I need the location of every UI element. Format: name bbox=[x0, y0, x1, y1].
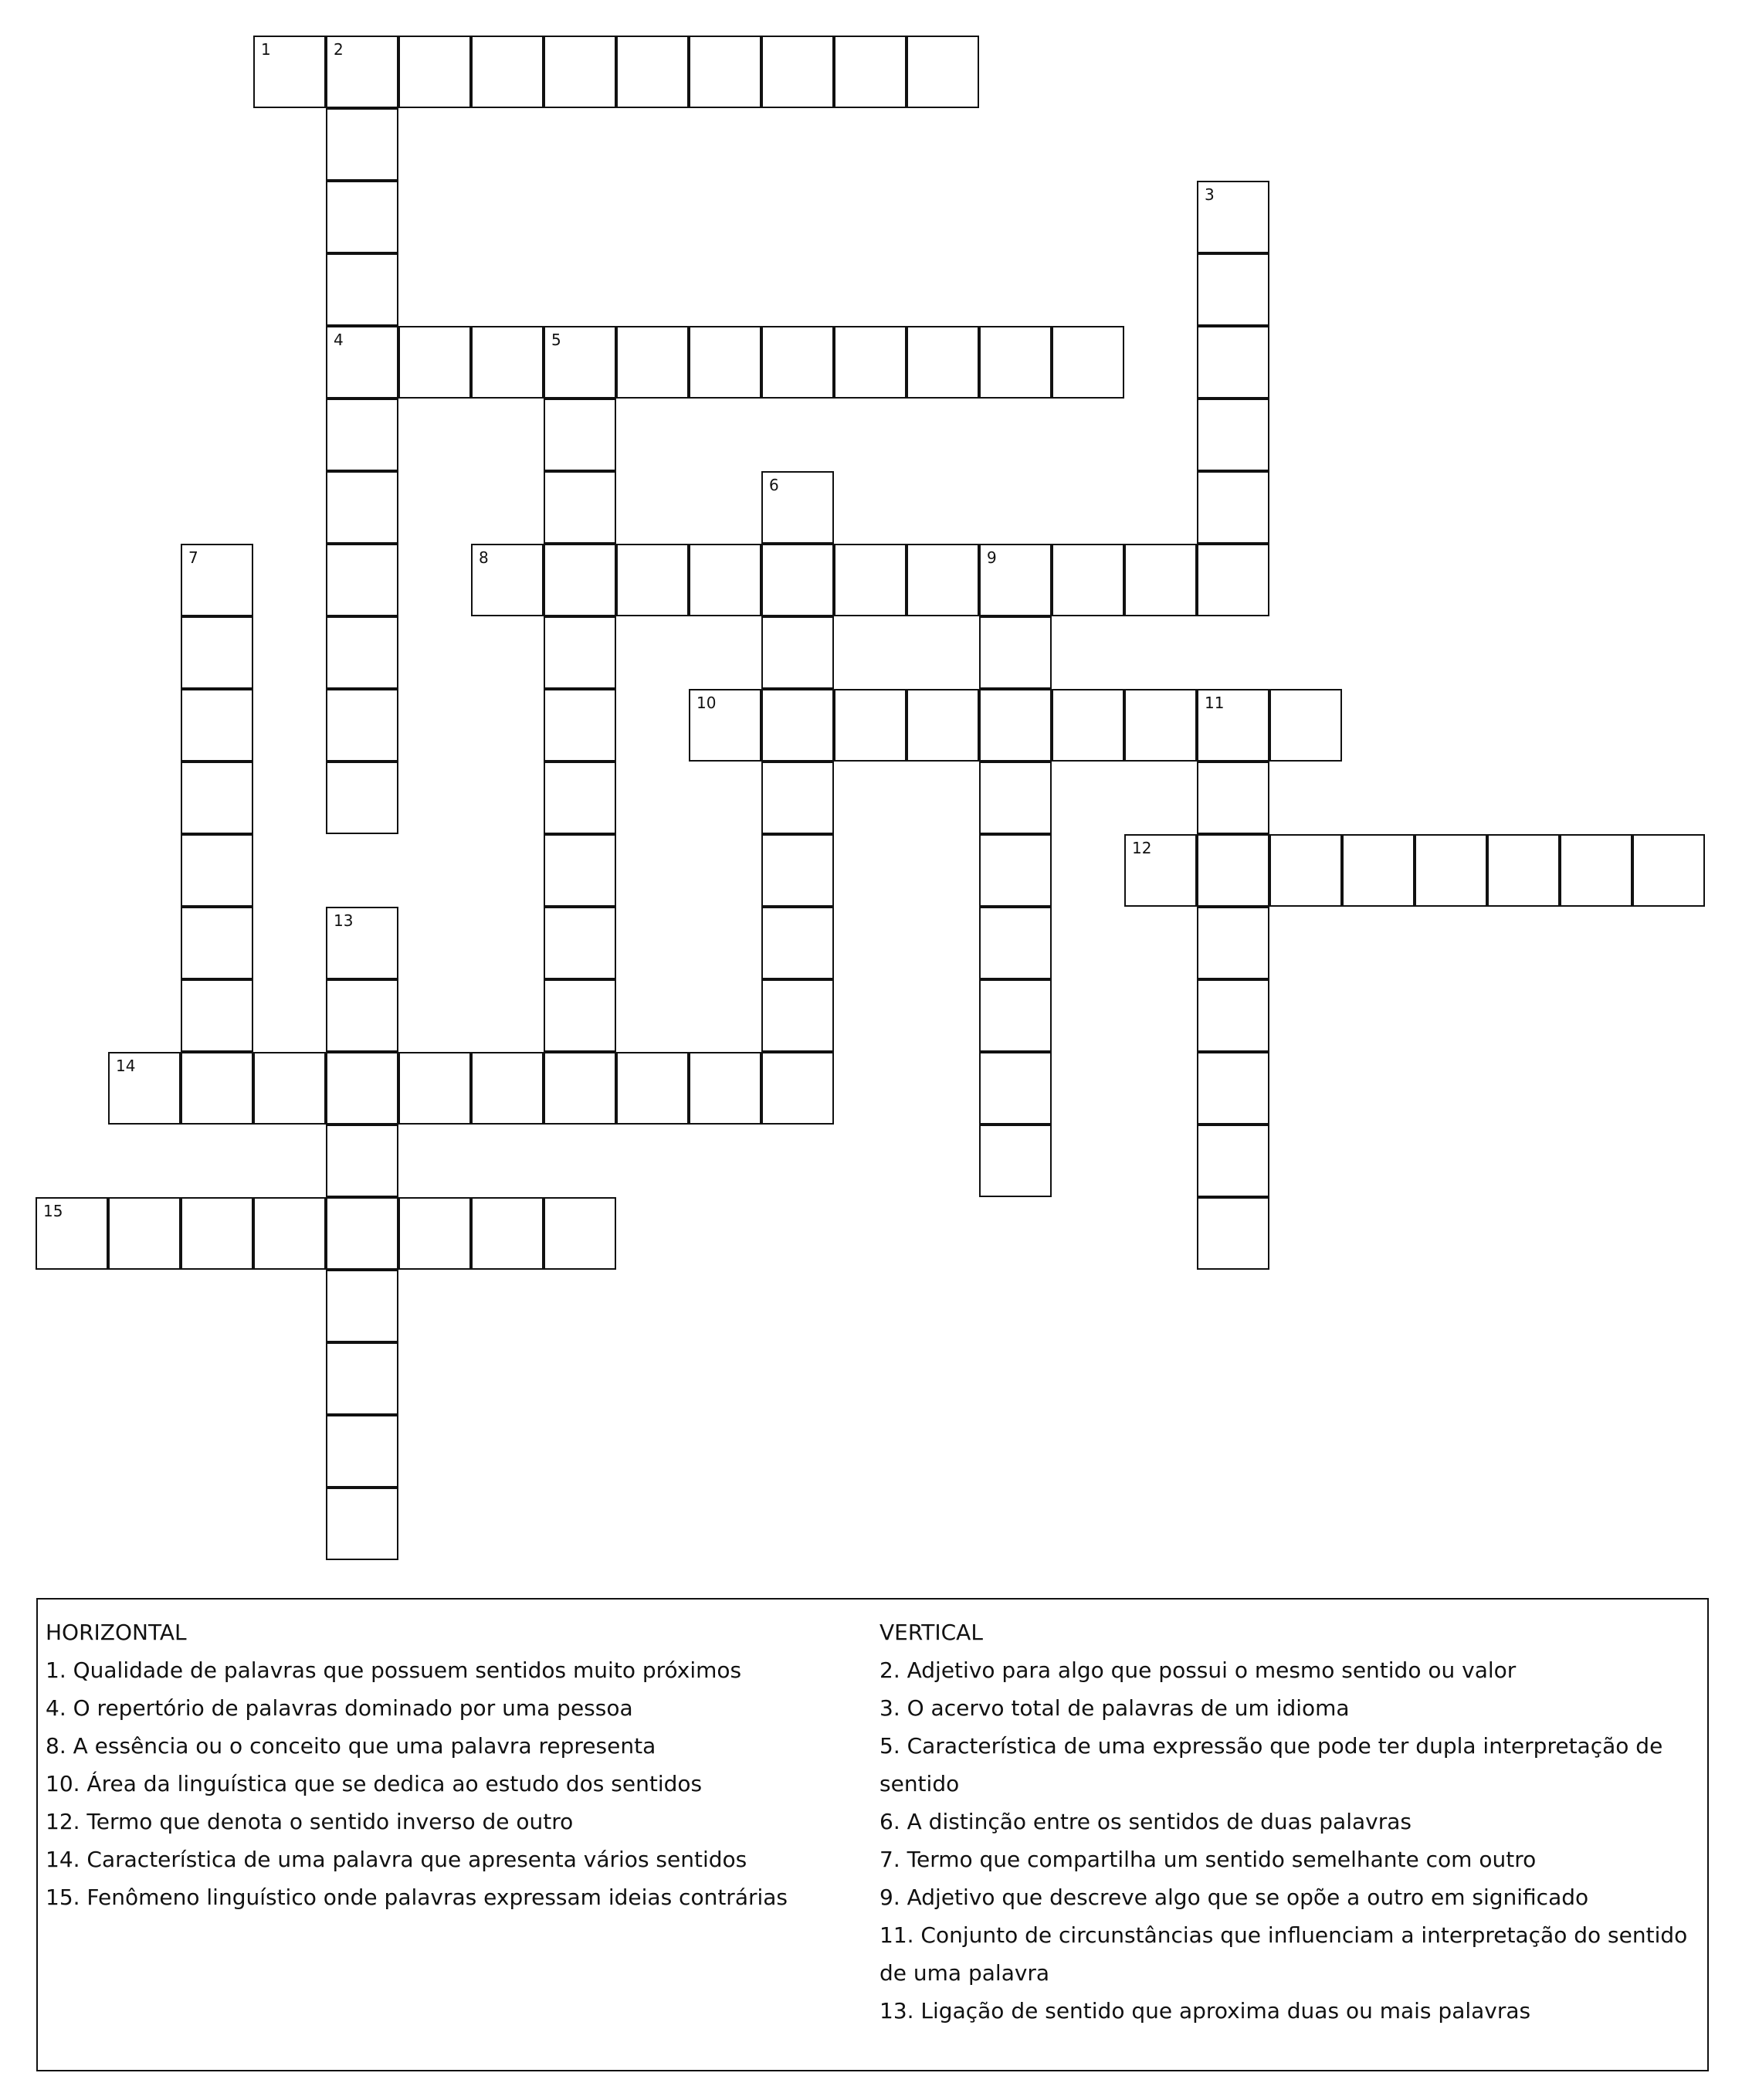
clue-number: 1 bbox=[261, 40, 271, 59]
crossword-cell[interactable] bbox=[979, 834, 1052, 907]
clue-number: 9 bbox=[987, 548, 997, 567]
clue-number: 2 bbox=[334, 40, 344, 59]
clue-horizontal-10: 10. Área da linguística que se dedica ao estudo dos sentidos bbox=[46, 1771, 703, 1796]
crossword-cell[interactable] bbox=[761, 326, 834, 399]
crossword-cell[interactable] bbox=[326, 544, 398, 616]
crossword-cell[interactable] bbox=[979, 979, 1052, 1052]
clue-number: 8 bbox=[479, 548, 489, 567]
crossword-cell[interactable] bbox=[979, 1125, 1052, 1197]
horizontal-title: HORIZONTAL bbox=[46, 1620, 187, 1645]
crossword-cell[interactable] bbox=[979, 689, 1052, 762]
clue-number: 11 bbox=[1205, 694, 1225, 712]
clue-number: 7 bbox=[188, 548, 198, 567]
clue-number: 6 bbox=[769, 476, 779, 494]
crossword-cell[interactable] bbox=[761, 979, 834, 1052]
crossword-cell[interactable] bbox=[108, 1052, 181, 1125]
clues-box bbox=[36, 1598, 1709, 2071]
crossword-cell[interactable] bbox=[398, 1052, 471, 1125]
crossword-cell[interactable] bbox=[544, 1197, 616, 1270]
crossword-cell[interactable] bbox=[979, 616, 1052, 689]
clue-horizontal-15: 15. Fenômeno linguístico onde palavras expressam ideias contrárias bbox=[46, 1885, 788, 1910]
crossword-cell[interactable] bbox=[979, 1052, 1052, 1125]
crossword-cell[interactable] bbox=[689, 544, 761, 616]
crossword-cell[interactable] bbox=[544, 907, 616, 979]
crossword-cell[interactable] bbox=[253, 1052, 326, 1125]
crossword-cell[interactable] bbox=[979, 762, 1052, 834]
crossword-cell[interactable] bbox=[761, 36, 834, 108]
clue-number: 15 bbox=[43, 1202, 63, 1220]
crossword-cell[interactable] bbox=[326, 979, 398, 1052]
crossword-cell[interactable] bbox=[1197, 907, 1269, 979]
crossword-cell[interactable] bbox=[471, 1052, 544, 1125]
crossword-cell[interactable] bbox=[326, 1197, 398, 1270]
crossword-cell[interactable] bbox=[1197, 181, 1269, 253]
crossword-cell[interactable] bbox=[398, 326, 471, 399]
crossword-cell[interactable] bbox=[761, 834, 834, 907]
crossword-cell[interactable] bbox=[907, 36, 979, 108]
crossword-cell[interactable] bbox=[1197, 1052, 1269, 1125]
clue-horizontal-12: 12. Termo que denota o sentido inverso de outro bbox=[46, 1809, 574, 1834]
crossword-cell[interactable] bbox=[616, 1052, 689, 1125]
crossword-cell[interactable] bbox=[398, 36, 471, 108]
crossword-cell[interactable] bbox=[1487, 834, 1560, 907]
clue-vertical-3: 3. O acervo total de palavras de um idioma bbox=[879, 1695, 1350, 1721]
crossword-cell[interactable] bbox=[689, 36, 761, 108]
crossword-cell[interactable] bbox=[1124, 834, 1197, 907]
crossword-cell[interactable] bbox=[181, 834, 253, 907]
crossword-cell[interactable] bbox=[1197, 1125, 1269, 1197]
crossword-cell[interactable] bbox=[326, 907, 398, 979]
crossword-cell[interactable] bbox=[907, 689, 979, 762]
crossword-cell[interactable] bbox=[108, 1197, 181, 1270]
crossword-cell[interactable] bbox=[326, 616, 398, 689]
crossword-cell[interactable] bbox=[1197, 1197, 1269, 1270]
crossword-cell[interactable] bbox=[181, 616, 253, 689]
clue-number: 12 bbox=[1132, 839, 1152, 857]
crossword-cell[interactable] bbox=[834, 326, 907, 399]
crossword-cell[interactable] bbox=[1415, 834, 1487, 907]
crossword-cell[interactable] bbox=[326, 181, 398, 253]
crossword-cell[interactable] bbox=[544, 399, 616, 471]
crossword-cell[interactable] bbox=[1342, 834, 1415, 907]
crossword-cell[interactable] bbox=[1632, 834, 1705, 907]
crossword-cell[interactable] bbox=[326, 399, 398, 471]
crossword-cell[interactable] bbox=[616, 544, 689, 616]
crossword-cell[interactable] bbox=[1269, 834, 1342, 907]
crossword-cell[interactable] bbox=[1197, 471, 1269, 544]
crossword-cell[interactable] bbox=[1052, 689, 1124, 762]
horizontal-clues-column bbox=[46, 1613, 864, 1916]
crossword-cell[interactable] bbox=[181, 1197, 253, 1270]
crossword-cell[interactable] bbox=[326, 36, 398, 108]
crossword-cell[interactable] bbox=[1560, 834, 1632, 907]
crossword-cell[interactable] bbox=[979, 544, 1052, 616]
crossword-cell[interactable] bbox=[979, 907, 1052, 979]
crossword-cell[interactable] bbox=[181, 762, 253, 834]
crossword-cell[interactable] bbox=[326, 1270, 398, 1342]
crossword-cell[interactable] bbox=[761, 762, 834, 834]
crossword-cell[interactable] bbox=[544, 689, 616, 762]
crossword-cell[interactable] bbox=[1052, 544, 1124, 616]
clue-vertical-7: 7. Termo que compartilha um sentido semelhante com outro bbox=[879, 1847, 1537, 1872]
clue-number: 10 bbox=[696, 694, 717, 712]
crossword-cell[interactable] bbox=[326, 1342, 398, 1415]
crossword-cell[interactable] bbox=[1124, 689, 1197, 762]
crossword-cell[interactable] bbox=[761, 471, 834, 544]
crossword-cell[interactable] bbox=[326, 689, 398, 762]
vertical-title: VERTICAL bbox=[879, 1620, 983, 1645]
crossword-cell[interactable] bbox=[471, 1197, 544, 1270]
crossword-cell[interactable] bbox=[1197, 762, 1269, 834]
crossword-cell[interactable] bbox=[1197, 253, 1269, 326]
crossword-cell[interactable] bbox=[544, 471, 616, 544]
crossword-cell[interactable] bbox=[1269, 689, 1342, 762]
clue-vertical-9: 9. Adjetivo que descreve algo que se opõe a outro em significado bbox=[879, 1885, 1589, 1910]
crossword-cell[interactable] bbox=[36, 1197, 108, 1270]
crossword-cell[interactable] bbox=[1197, 979, 1269, 1052]
crossword-cell[interactable] bbox=[181, 689, 253, 762]
crossword-cell[interactable] bbox=[181, 1052, 253, 1125]
clue-horizontal-8: 8. A essência ou o conceito que uma palavra representa bbox=[46, 1733, 656, 1759]
crossword-cell[interactable] bbox=[1124, 544, 1197, 616]
crossword-cell[interactable] bbox=[834, 689, 907, 762]
clue-vertical-5: 5. Característica de uma expressão que pode ter dupla interpretação de sentido bbox=[879, 1733, 1663, 1796]
clue-vertical-13: 13. Ligação de sentido que aproxima duas ou mais palavras bbox=[879, 1998, 1531, 2024]
crossword-cell[interactable] bbox=[471, 326, 544, 399]
clue-horizontal-14: 14. Característica de uma palavra que apresenta vários sentidos bbox=[46, 1847, 747, 1872]
crossword-cell[interactable] bbox=[181, 907, 253, 979]
crossword-cell[interactable] bbox=[544, 616, 616, 689]
clue-vertical-6: 6. A distinção entre os sentidos de duas palavras bbox=[879, 1809, 1412, 1834]
crossword-cell[interactable] bbox=[326, 1488, 398, 1560]
crossword-cell[interactable] bbox=[834, 544, 907, 616]
crossword-cell[interactable] bbox=[544, 979, 616, 1052]
crossword-cell[interactable] bbox=[761, 616, 834, 689]
vertical-clues-column bbox=[879, 1613, 1702, 2030]
clue-number: 14 bbox=[116, 1057, 136, 1075]
crossword-cell[interactable] bbox=[1197, 399, 1269, 471]
crossword-cell[interactable] bbox=[761, 544, 834, 616]
crossword-cell[interactable] bbox=[326, 762, 398, 834]
crossword-cell[interactable] bbox=[689, 1052, 761, 1125]
crossword-cell[interactable] bbox=[544, 1052, 616, 1125]
crossword-cell[interactable] bbox=[689, 689, 761, 762]
crossword-cell[interactable] bbox=[616, 36, 689, 108]
crossword-cell[interactable] bbox=[398, 1197, 471, 1270]
crossword-cell[interactable] bbox=[253, 36, 326, 108]
clue-number: 4 bbox=[334, 331, 344, 349]
clue-horizontal-4: 4. O repertório de palavras dominado por uma pessoa bbox=[46, 1695, 633, 1721]
clue-vertical-11: 11. Conjunto de circunstâncias que influenciam a interpretação do sentido de uma palavra bbox=[879, 1922, 1688, 1986]
crossword-cell[interactable] bbox=[253, 1197, 326, 1270]
crossword-cell[interactable] bbox=[326, 108, 398, 181]
clue-number: 5 bbox=[551, 331, 561, 349]
crossword-cell[interactable] bbox=[1197, 689, 1269, 762]
clue-number: 13 bbox=[334, 911, 354, 930]
crossword-cell[interactable] bbox=[326, 471, 398, 544]
crossword-cell[interactable] bbox=[181, 979, 253, 1052]
crossword-cell[interactable] bbox=[326, 1415, 398, 1488]
crossword-cell[interactable] bbox=[471, 544, 544, 616]
clue-horizontal-1: 1. Qualidade de palavras que possuem sentidos muito próximos bbox=[46, 1657, 742, 1683]
crossword-cell[interactable] bbox=[544, 544, 616, 616]
crossword-cell[interactable] bbox=[326, 1052, 398, 1125]
crossword-cell[interactable] bbox=[544, 834, 616, 907]
crossword-cell[interactable] bbox=[181, 544, 253, 616]
crossword-cell[interactable] bbox=[1197, 544, 1269, 616]
clue-number: 3 bbox=[1205, 185, 1215, 204]
crossword-cell[interactable] bbox=[326, 1125, 398, 1197]
crossword-cell[interactable] bbox=[979, 326, 1052, 399]
crossword-cell[interactable] bbox=[834, 36, 907, 108]
crossword-cell[interactable] bbox=[544, 326, 616, 399]
crossword-cell[interactable] bbox=[689, 326, 761, 399]
crossword-cell[interactable] bbox=[326, 326, 398, 399]
crossword-cell[interactable] bbox=[761, 907, 834, 979]
crossword-cell[interactable] bbox=[761, 689, 834, 762]
crossword-cell[interactable] bbox=[1197, 834, 1269, 907]
crossword-cell[interactable] bbox=[761, 1052, 834, 1125]
clue-vertical-2: 2. Adjetivo para algo que possui o mesmo sentido ou valor bbox=[879, 1657, 1517, 1683]
crossword-cell[interactable] bbox=[907, 326, 979, 399]
crossword-cell[interactable] bbox=[616, 326, 689, 399]
crossword-cell[interactable] bbox=[544, 762, 616, 834]
crossword-cell[interactable] bbox=[471, 36, 544, 108]
crossword-cell[interactable] bbox=[907, 544, 979, 616]
crossword-cell[interactable] bbox=[326, 253, 398, 326]
crossword-cell[interactable] bbox=[1052, 326, 1124, 399]
crossword-cell[interactable] bbox=[544, 36, 616, 108]
crossword-cell[interactable] bbox=[1197, 326, 1269, 399]
